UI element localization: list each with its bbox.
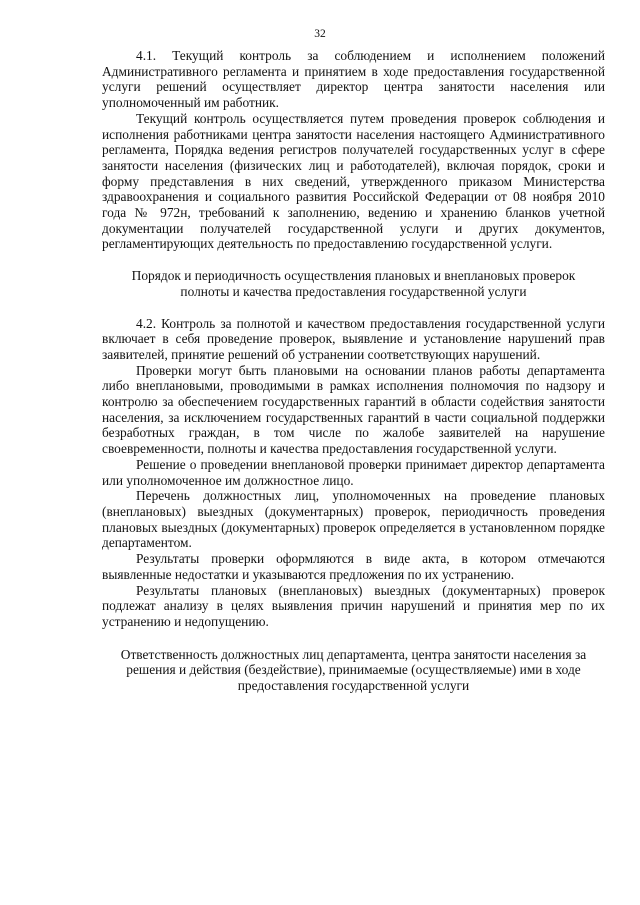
paragraph-inspection-types: Проверки могут быть плановыми на основании планов работы департамента либо внеплановыми, проводимыми в рамках исполнения полномочия по надзору и контролю за обеспечением государственных гарантий в области содействия занятости населения, за исключением государственных гарантий в части социальной поддержки безработных граждан, в том числе по жалобе заявителей на нарушение своевременности, полноты и качества предоставления государственной услуги. [102, 362, 605, 457]
paragraph-unscheduled-decision: Решение о проведении внеплановой проверки принимает директор департамента или уполномоченное им должностное лицо. [102, 456, 605, 488]
document-body [102, 48, 605, 694]
paragraph-4-1: 4.1. Текущий контроль за соблюдением и исполнением положений Административного регламента и принятием в ходе предоставления государственной услуги решений осуществляет директор центра занятости населения или уполномоченный им работник. [102, 48, 605, 111]
spacer [102, 630, 605, 647]
spacer [102, 300, 605, 316]
heading-inspections: Порядок и периодичность осуществления плановых и внеплановых проверок полноты и качества предоставления государственной услуги [131, 268, 576, 299]
paragraph-officials-list: Перечень должностных лиц, уполномоченных на проведение плановых (внеплановых) выездных (документарных) проверок, периодичность проведения плановых выездных (документарных) проверок определяется в установленном порядке департаментом. [102, 488, 605, 551]
paragraph-results-analysis: Результаты плановых (внеплановых) выездных (документарных) проверок подлежат анализу в целях выявления причин нарушений и принятия мер по их устранению и недопущению. [102, 582, 605, 629]
paragraph-current-control: Текущий контроль осуществляется путем проведения проверок соблюдения и исполнения работниками центра занятости населения настоящего Административного регламента, Порядка ведения регистров получателей государственных услуг в сфере занятости населения (физических лиц и работодателей), включая порядок, сроки и форму представления в них сведений, утвержденного приказом Министерства здравоохранения и социального развития Российской Федерации от 08 ноября 2010 года № 972н, требований к заполнению, ведению и хранению бланков учетной документации получателей государственной услуги и других документов, регламентирующих деятельность по предоставлению государственной услуги. [102, 110, 605, 252]
page-number: 32 [314, 28, 326, 40]
paragraph-4-2: 4.2. Контроль за полнотой и качеством предоставления государственной услуги включает в себя проведение проверок, выявление и установление нарушений прав заявителей, принятие решений об устранении соответствующих нарушений. [102, 315, 605, 362]
paragraph-results-act: Результаты проверки оформляются в виде акта, в котором отмечаются выявленные недостатки и указываются предложения по их устранению. [102, 551, 605, 582]
spacer [102, 252, 605, 268]
heading-responsibility: Ответственность должностных лиц департамента, центра занятости населения за решения и действия (бездействие), принимаемые (осуществляемые) ими в ходе предоставления государственной услуги [120, 646, 587, 694]
